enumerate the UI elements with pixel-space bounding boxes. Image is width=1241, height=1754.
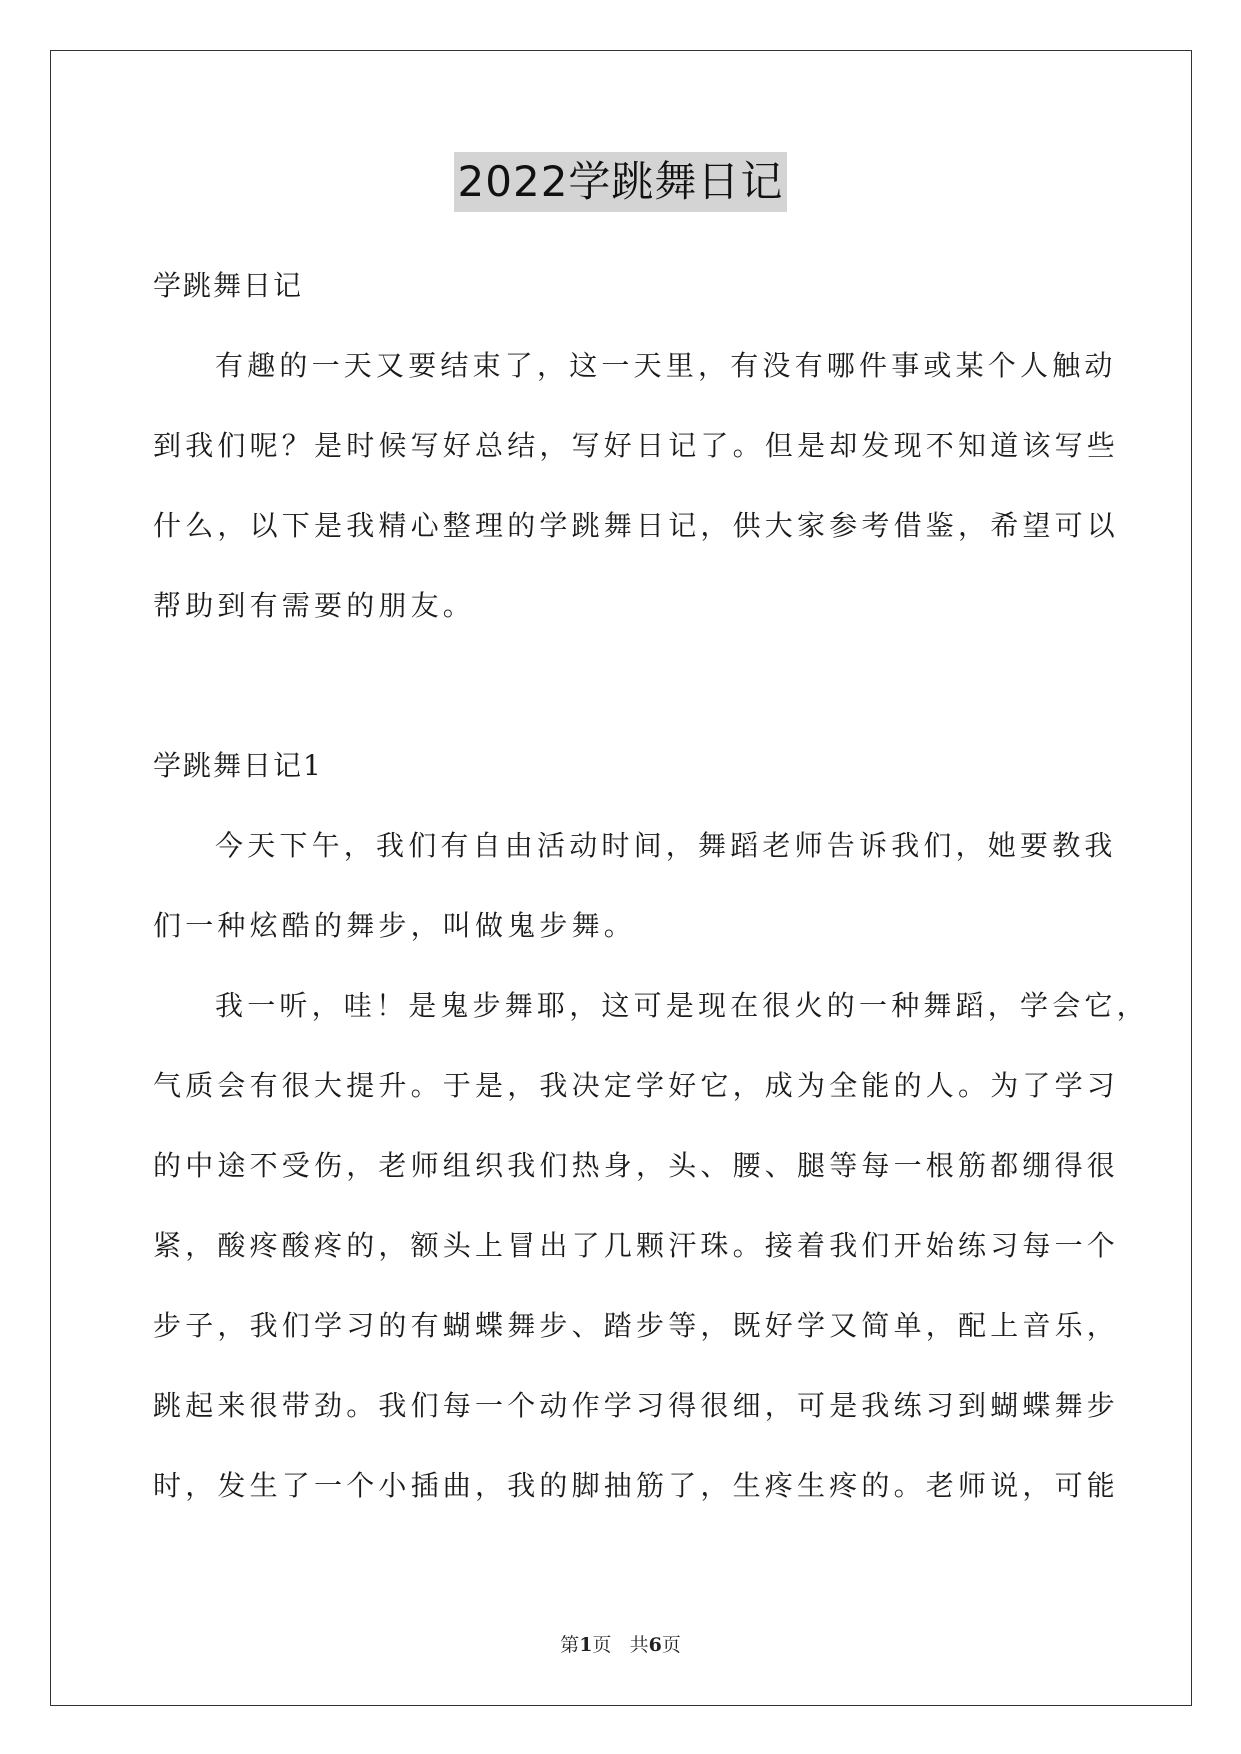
page-unit: 页 (592, 1634, 612, 1656)
paragraph-line: 的中途不受伤，老师组织我们热身，头、腰、腿等每一根筋都绷得很 (153, 1149, 1120, 1182)
paragraph-line: 们一种炫酷的舞步，叫做鬼步舞。 (153, 909, 637, 942)
paragraph-line: 时，发生了一个小插曲，我的脚抽筋了，生疼生疼的。老师说，可能 (153, 1469, 1120, 1502)
document-body (153, 262, 1149, 1542)
paragraph-line: 到我们呢？是时候写好总结，写好日记了。但是却发现不知道该写些 (153, 429, 1120, 462)
document-title: 2022学跳舞日记 (454, 152, 788, 212)
section-gap (153, 662, 1093, 742)
paragraph-line: 紧，酸疼酸疼的，额头上冒出了几颗汗珠。接着我们开始练习每一个 (153, 1229, 1120, 1262)
page-footer (0, 1630, 1241, 1657)
total-prefix: 共 (629, 1634, 649, 1656)
paragraph-line: 今天下午，我们有自由活动时间，舞蹈老师告诉我们，她要教我 (215, 829, 1117, 862)
paragraph-line: 跳起来很带劲。我们每一个动作学习得很细，可是我练习到蝴蝶舞步 (153, 1389, 1120, 1422)
paragraph-line: 什么，以下是我精心整理的学跳舞日记，供大家参考借鉴，希望可以 (153, 509, 1120, 542)
paragraph-line: 有趣的一天又要结束了，这一天里，有没有哪件事或某个人触动 (215, 349, 1117, 382)
paragraph-line: 步子，我们学习的有蝴蝶舞步、踏步等，既好学又简单，配上音乐， (153, 1309, 1120, 1342)
total-page-count: 6 (648, 1634, 662, 1656)
current-page-number: 1 (579, 1634, 593, 1656)
paragraph-line: 气质会有很大提升。于是，我决定学好它，成为全能的人。为了学习 (153, 1069, 1120, 1102)
intro-heading: 学跳舞日记 (153, 269, 304, 302)
title-container (0, 152, 1241, 212)
paragraph-line: 我一听，哇！是鬼步舞耶，这可是现在很火的一种舞蹈，学会它， (215, 989, 1149, 1022)
total-unit: 页 (661, 1634, 681, 1656)
section-heading: 学跳舞日记1 (153, 749, 323, 782)
page-prefix: 第 (560, 1634, 580, 1656)
paragraph-line: 帮助到有需要的朋友。 (153, 589, 476, 622)
